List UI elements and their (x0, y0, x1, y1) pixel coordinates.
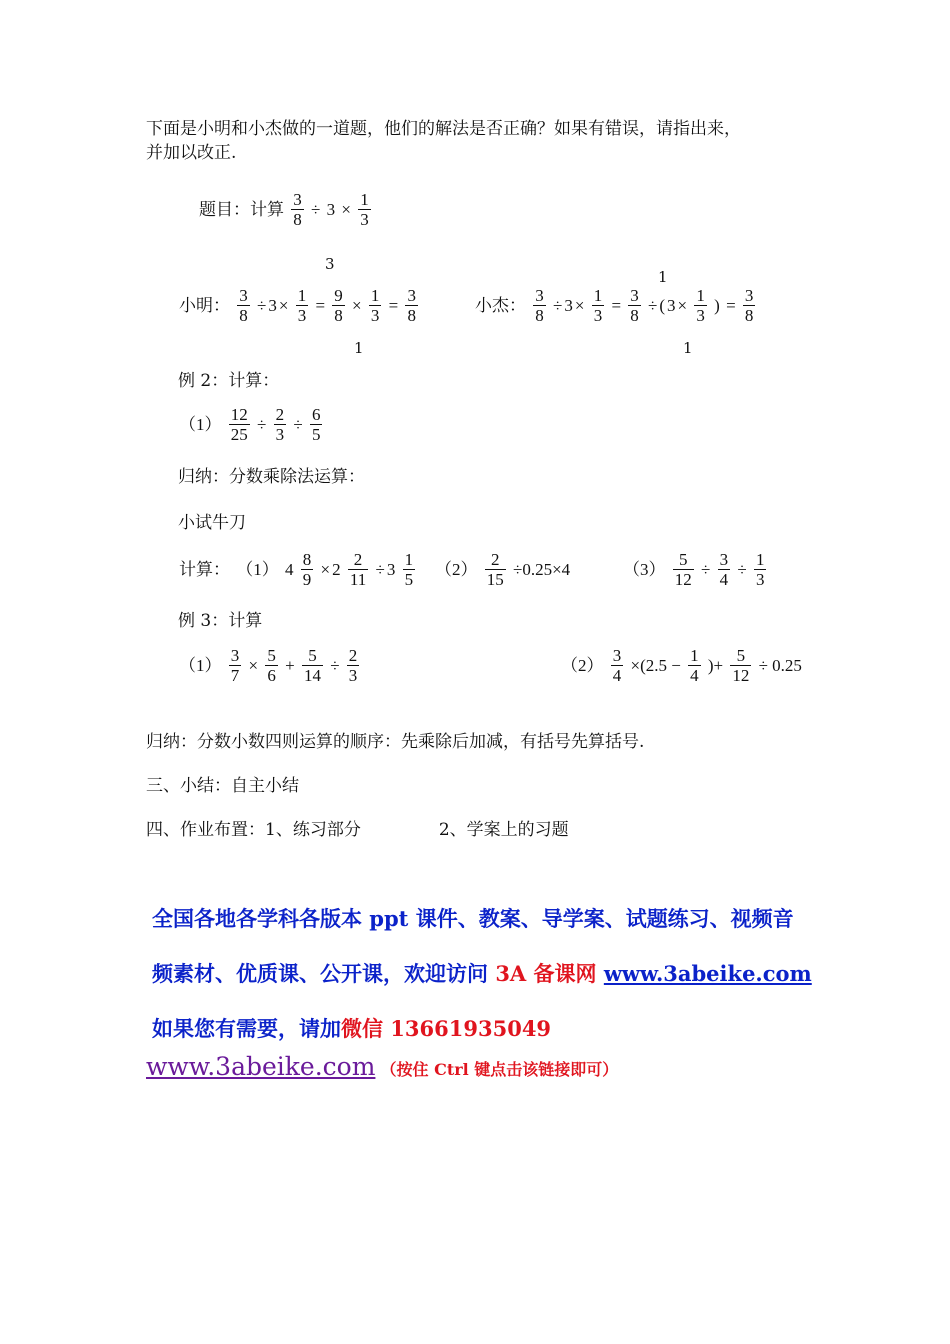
cancel-mark-top: 1 (658, 268, 668, 286)
site-link[interactable]: www.3abeike.com (603, 961, 812, 986)
cancel-mark-bottom: 1 (683, 339, 693, 357)
brand-name: 3A 备课网 (495, 961, 597, 986)
fraction: $\frac{1}{3}$ (360, 190, 369, 229)
summary2: 归纳：分数小数四则运算的顺序：先乘除后加减，有括号先算括号. (146, 732, 645, 752)
cancel-mark-top: 3 (325, 255, 335, 273)
link-note: （按住 Ctrl 键点击该链接即可） (380, 1060, 619, 1079)
wechat-contact: 微信 13661935049 (341, 1016, 552, 1041)
promo-link-row (146, 1052, 618, 1081)
intro-line1: 下面是小明和小杰做的一道题，他们的解法是否正确？如果有错误，请指出来， (146, 119, 741, 139)
example2-title: 例 2：计算： (178, 371, 280, 391)
problem-row: 题目：计算 $\frac{3}{8}$ ÷ 3 × $\frac{1}{3}$ (199, 190, 369, 229)
promo-line2: 频素材、优质课、公开课，欢迎访问 3A 备课网 www.3abeike.com (152, 961, 812, 986)
section4: 四、作业布置：1、练习部分 2、学案上的习题 (146, 820, 569, 840)
example2-item1: （1） $\frac{12}{25}$ ÷ $\frac{2}{3}$ ÷ $\frac{6}{5}$ (179, 405, 321, 444)
practice-item3: （3） $\frac{5}{12}$ ÷ $\frac{3}{4}$ ÷ $\frac{1}{3}$ (623, 550, 765, 589)
promo-line1: 全国各地各学科各版本 ppt 课件、教案、导学案、试题练习、视频音 (152, 906, 794, 931)
practice-title: 小试牛刀 (178, 513, 246, 533)
example3-item1: （1） $\frac{3}{7}$ × $\frac{5}{6}$ + $\frac{5}{14}$ ÷ $\frac{2}{3}$ (179, 646, 358, 685)
example3-item2: （2） $\frac{3}{4}$ ×(2.5 − $\frac{1}{4}$ )+ $\frac{5}{12}$ ÷ 0.25 (561, 646, 802, 685)
section3: 三、小结：自主小结 (146, 776, 299, 796)
cancel-mark-bottom: 1 (354, 339, 364, 357)
xiaojie-row: 小杰： $\frac{3}{8}$ ÷ 3 × $\frac{1}{3}$ = $\frac{3}{8}$ ÷ ( 3 × $\frac{1}{3}$ ) = $\frac{3}{8}$ (475, 286, 754, 325)
site-link-large[interactable]: www.3abeike.com (146, 1052, 376, 1081)
problem-label: 题目：计算 (199, 199, 284, 219)
practice-item2: （2） $\frac{2}{15}$ ÷0.25×4 (435, 550, 571, 589)
xiaoming-row: 小明： $\frac{3}{8}$ ÷ 3 × $\frac{1}{3}$ = $\frac{9}{8}$ × $\frac{1}{3}$ = $\frac{3}{8}$ (179, 286, 416, 325)
example3-title: 例 3：计算 (178, 611, 263, 631)
promo-line3: 如果您有需要，请加微信 13661935049 (152, 1016, 552, 1041)
intro-line2: 并加以改正. (146, 143, 237, 163)
practice-row: 计算： （1） 4 $\frac{8}{9}$ × 2 $\frac{2}{11}$ ÷ 3 $\frac{1}{5}$ (179, 550, 414, 589)
summary1: 归纳：分数乘除法运算： (178, 467, 365, 487)
fraction: $\frac{3}{8}$ (293, 190, 302, 229)
